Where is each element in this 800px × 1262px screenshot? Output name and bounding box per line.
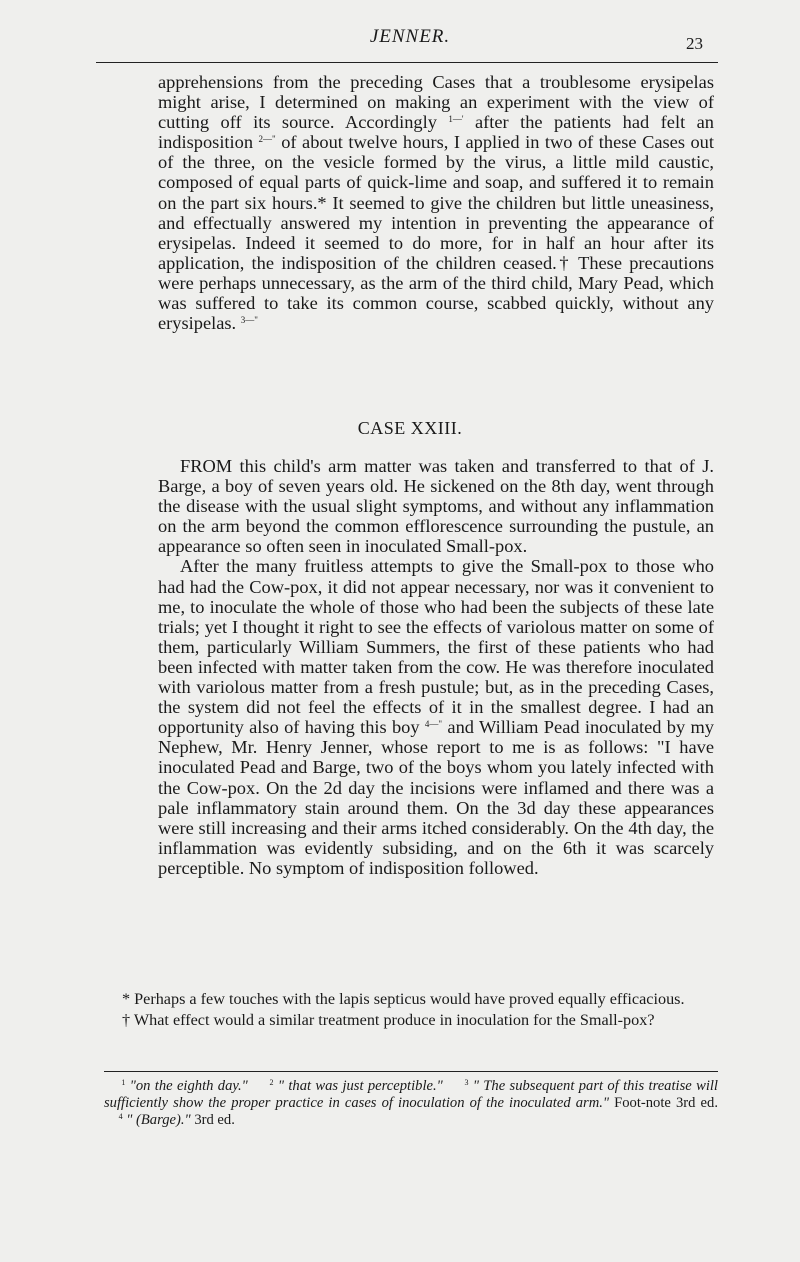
editorial-mark-1: 1 bbox=[121, 1078, 126, 1087]
header-rule bbox=[96, 62, 718, 63]
case-paragraph-1: FROM this child's arm matter was taken and transferred to that of J. Barge, a boy of seven years old. He sickened on the 8th day, went through the disease with the usual slight symptoms, and without any inflammation on the arm beyond the common efflorescence surrounding the pustule, an appearance so often seen in inoculated Small-pox. bbox=[158, 456, 714, 557]
editorial-note-1: "on the eighth day." bbox=[129, 1078, 248, 1094]
note-marker-4: 4—" bbox=[424, 719, 443, 730]
editorial-note-3-suffix: Foot-note 3rd ed. bbox=[614, 1095, 718, 1111]
editorial-notes bbox=[104, 1078, 718, 1129]
editorial-note-3: " The subsequent part of this treatise will sufficiently show the proper practice in cases of inoculation of the inoculated arm." bbox=[104, 1078, 718, 1111]
continuation-text-a: apprehensions from the preceding Cases that a troublesome erysipelas might arise, I determined on making an experiment with the view of cutting off its source. Accordingly bbox=[158, 72, 714, 133]
running-head: JENNER. bbox=[369, 26, 451, 47]
note-marker-3: 3—" bbox=[240, 315, 258, 326]
editorial-note-2: " that was just perceptible." bbox=[277, 1078, 443, 1094]
case-body bbox=[158, 456, 714, 878]
continuation-text-c: of about twelve hours, I applied in two of these Cases out of the three, on the vesicle formed by the virus, a little mild caustic, composed of equal parts of quick-lime and soap, and suffered it to remain on the part six hours.* It seemed to give the children but little uneasiness, and effectually answered my intention in preventing the appearance of erysipelas. Indeed it seemed to do more, for in half an hour after its application, the indisposition of the children ceased.† These precautions were perhaps unnecessary, as the arm of the third child, Mary Pead, which was suffered to take its common course, scabbed quickly, without any erysipelas. bbox=[158, 132, 714, 334]
footnotes bbox=[104, 990, 718, 1032]
editorial-mark-2: 2 bbox=[269, 1078, 274, 1087]
editorial-note-4-suffix: 3rd ed. bbox=[194, 1112, 235, 1128]
footnote-asterisk: * Perhaps a few touches with the lapis septicus would have proved equally efficacious. bbox=[122, 990, 685, 1008]
note-marker-2: 2—" bbox=[258, 134, 276, 145]
continuation-paragraph bbox=[158, 72, 714, 333]
case-heading: CASE XXIII. bbox=[357, 418, 463, 438]
note-marker-1: 1—' bbox=[448, 114, 464, 125]
footer-rule bbox=[104, 1071, 718, 1072]
case-paragraph-2-text-a: After the many fruitless attempts to give the Small-pox to those who had had the Cow-pox, it did not appear necessary, nor was it convenient to me, to inoculate the whole of those who had been the subjects of these late trials; yet I thought it right to see the effects of variolous matter on some of them, particularly William Summers, the first of these patients who had been infected with matter taken from the cow. He was therefore inoculated with variolous matter from a fresh pustule; but, as in the preceding Cases, the system did not feel the effects of it in the smallest degree. I had an opportunity also of having this boy bbox=[158, 556, 714, 738]
continuation-text-b: after the patients had felt an indisposition bbox=[158, 112, 714, 153]
editorial-note-4: " (Barge)." bbox=[126, 1112, 191, 1128]
page-number: 23 bbox=[686, 34, 703, 53]
editorial-mark-3: 3 bbox=[464, 1078, 469, 1087]
footnote-dagger: † What effect would a similar treatment produce in inoculation for the Small-pox? bbox=[122, 1011, 655, 1029]
case-paragraph-2-text-b: and William Pead inoculated by my Nephew, Mr. Henry Jenner, whose report to me is as follows: "I have inoculated Pead and Barge, two of the boys whom you lately infected with the Cow-pox. On the 2d day the incisions were inflamed and there was a pale inflammatory stain around them. On the 3d day these appearances were still increasing and their arms itched considerably. On the 4th day, the inflammation was evidently subsiding, and on the 6th it was scarcely perceptible. No symptom of indisposition followed. bbox=[158, 717, 714, 878]
editorial-mark-4: 4 bbox=[118, 1112, 123, 1121]
case-paragraph-2 bbox=[158, 556, 714, 878]
